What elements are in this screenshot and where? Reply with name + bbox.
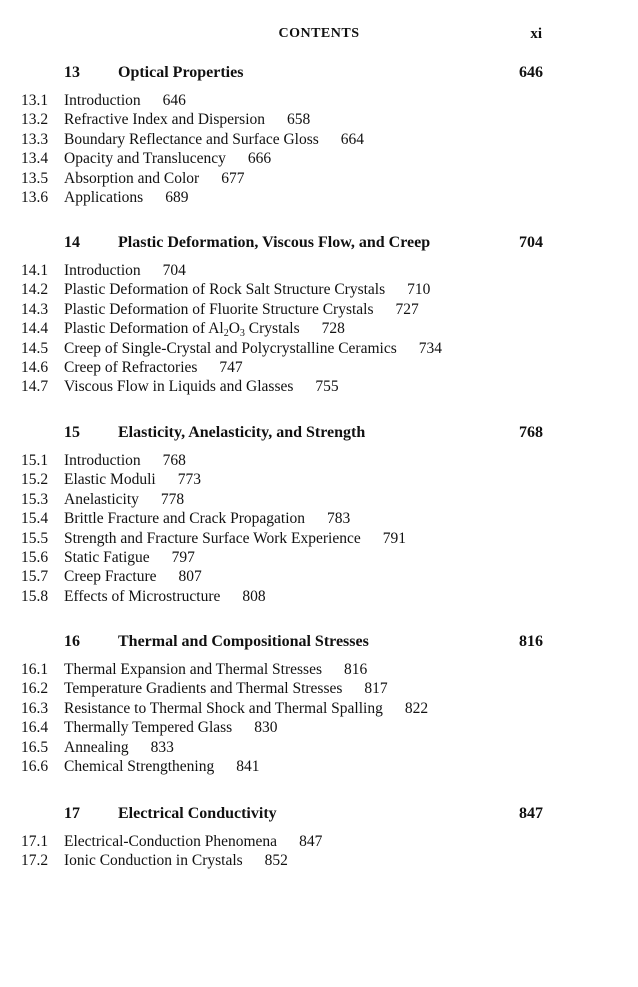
chapter-16 (0, 633, 638, 777)
section-page: 747 (219, 358, 243, 376)
toc-entry (0, 700, 638, 719)
section-title: Creep of Single-Crystal and Polycrystalline Ceramics (64, 339, 397, 357)
section-title: Plastic Deformation of Fluorite Structure Crystals (64, 300, 374, 318)
section-number: 14.1 (21, 262, 49, 279)
section-page: 727 (395, 300, 419, 318)
section-title: Applications (64, 188, 144, 206)
chapter-page: 704 (519, 234, 543, 251)
section-title: Static Fatigue (64, 548, 150, 566)
toc-entry (0, 340, 638, 359)
subscript: 3 (239, 328, 245, 340)
section-number: 14.7 (21, 378, 49, 396)
section-page: 833 (150, 738, 174, 756)
toc-entry (0, 131, 638, 150)
chapter-heading (0, 424, 638, 452)
section-page: 816 (343, 661, 368, 678)
section-page: 704 (162, 262, 186, 279)
toc-entry (0, 510, 638, 529)
page-title: CONTENTS (278, 26, 360, 41)
chapter-page: 816 (519, 633, 543, 650)
section-number: 13.6 (21, 188, 49, 206)
section-number: 15.3 (21, 490, 49, 508)
toc-entry (0, 150, 638, 169)
section-title: Annealing (64, 738, 129, 756)
chapter-page: 646 (519, 64, 543, 81)
section-title (64, 320, 300, 340)
section-number: 15.2 (21, 471, 49, 489)
section-number: 15.4 (21, 510, 49, 528)
toc-entry (0, 92, 638, 111)
section-title: Elastic Moduli (64, 471, 156, 489)
section-number: 14.4 (21, 320, 49, 338)
section-title: Resistance to Thermal Shock and Thermal Spalling (64, 699, 383, 717)
toc-entry (0, 170, 638, 189)
section-title: Thermally Tempered Glass (64, 719, 233, 737)
section-number: 16.3 (21, 699, 49, 717)
section-number: 17.1 (21, 833, 49, 850)
chapter-13 (0, 64, 638, 208)
chapter-number: 15 (64, 424, 80, 441)
section-page: 728 (321, 320, 345, 338)
chapter-number: 14 (64, 234, 80, 251)
section-number: 14.6 (21, 358, 49, 376)
section-title: Strength and Fracture Surface Work Experience (64, 529, 361, 547)
section-title: Ionic Conduction in Crystals (64, 852, 243, 870)
title-text: O (228, 320, 240, 338)
section-page: 755 (315, 378, 339, 396)
section-number: 14.3 (21, 300, 49, 318)
toc-entry (0, 262, 638, 281)
toc-entry (0, 719, 638, 738)
chapter-title: Electrical Conductivity (118, 805, 277, 822)
section-title: Electrical-Conduction Phenomena (64, 833, 278, 850)
section-page: 658 (287, 111, 311, 129)
section-number: 13.3 (21, 130, 49, 148)
section-number: 16.5 (21, 738, 49, 756)
section-title: Creep Fracture (64, 568, 157, 586)
section-page: 646 (162, 92, 186, 109)
section-page: 768 (162, 452, 186, 469)
section-title: Opacity and Translucency (64, 150, 226, 168)
section-number: 14.5 (21, 339, 49, 357)
section-page: 778 (160, 490, 185, 508)
section-page: 773 (177, 471, 201, 489)
toc-entry (0, 491, 638, 510)
section-number: 13.4 (21, 150, 49, 168)
page-folio: xi (530, 26, 542, 42)
toc-entry (0, 320, 638, 339)
section-page: 807 (178, 568, 202, 586)
toc-entry (0, 833, 638, 852)
toc-entry (0, 758, 638, 777)
section-number: 13.2 (21, 111, 49, 129)
section-page: 847 (299, 833, 323, 850)
chapter-15 (0, 424, 638, 607)
section-page: 689 (165, 188, 189, 206)
section-title: Brittle Fracture and Crack Propagation (64, 510, 306, 528)
chapter-title: Optical Properties (118, 64, 244, 81)
section-number: 15.7 (21, 568, 49, 586)
title-text: Crystals (244, 320, 300, 338)
chapter-title: Thermal and Compositional Stresses (118, 633, 369, 650)
section-page: 808 (242, 587, 266, 605)
section-title: Chemical Strengthening (64, 757, 215, 775)
chapter-title: Plastic Deformation, Viscous Flow, and Creep (118, 234, 431, 251)
section-number: 16.6 (21, 757, 49, 775)
chapter-title: Elasticity, Anelasticity, and Strength (118, 424, 366, 441)
chapter-heading (0, 234, 638, 262)
section-number: 17.2 (21, 852, 49, 870)
section-number: 14.2 (21, 281, 49, 299)
section-number: 16.4 (21, 719, 49, 737)
section-page: 791 (382, 529, 406, 547)
toc-entry (0, 189, 638, 208)
chapter-number: 13 (64, 64, 80, 81)
title-text: Plastic Deformation of Al (64, 320, 224, 338)
section-page: 822 (404, 699, 429, 717)
page-header (0, 26, 638, 46)
section-page: 734 (418, 339, 442, 357)
chapter-14 (0, 234, 638, 398)
section-page: 841 (236, 757, 260, 775)
toc-entry (0, 452, 638, 471)
chapter-number: 17 (64, 805, 80, 822)
section-title: Viscous Flow in Liquids and Glasses (64, 378, 294, 396)
toc-entry (0, 359, 638, 378)
section-number: 13.1 (21, 92, 49, 109)
toc-entry (0, 301, 638, 320)
chapter-17 (0, 805, 638, 872)
toc-entry (0, 549, 638, 568)
chapter-page: 768 (519, 424, 543, 441)
section-page: 830 (254, 719, 278, 737)
chapter-heading (0, 64, 638, 92)
toc-entry (0, 471, 638, 490)
section-page: 797 (171, 548, 195, 566)
chapter-heading (0, 633, 638, 661)
section-page: 783 (327, 510, 351, 528)
chapter-number: 16 (64, 633, 80, 650)
section-title: Anelasticity (64, 490, 139, 508)
section-number: 16.2 (21, 680, 49, 698)
toc-entry (0, 588, 638, 607)
toc-entry (0, 281, 638, 300)
subscript: 2 (223, 328, 229, 340)
chapter-page: 847 (519, 805, 543, 822)
section-number: 15.6 (21, 548, 49, 566)
section-number: 13.5 (21, 169, 49, 187)
toc-entry (0, 111, 638, 130)
section-number: 15.5 (21, 529, 49, 547)
toc-entry (0, 739, 638, 758)
section-title: Refractive Index and Dispersion (64, 111, 266, 129)
section-title: Boundary Reflectance and Surface Gloss (64, 130, 319, 148)
toc-entry (0, 378, 638, 397)
section-page: 852 (264, 852, 288, 870)
section-number: 15.8 (21, 587, 49, 605)
section-title: Creep of Refractories (64, 358, 198, 376)
section-number: 16.1 (21, 661, 49, 678)
section-page: 666 (247, 150, 272, 168)
section-title: Temperature Gradients and Thermal Stresses (64, 680, 343, 698)
section-title: Absorption and Color (64, 169, 200, 187)
toc-entry (0, 661, 638, 680)
chapter-heading (0, 805, 638, 833)
section-page: 710 (407, 281, 431, 299)
toc-entry (0, 852, 638, 871)
toc-entry (0, 680, 638, 699)
section-page: 817 (364, 680, 388, 698)
section-title: Thermal Expansion and Thermal Stresses (64, 661, 322, 678)
section-title: Plastic Deformation of Rock Salt Structure Crystals (64, 281, 386, 299)
section-title: Introduction (64, 262, 141, 279)
section-number: 15.1 (21, 452, 49, 469)
toc-entry (0, 568, 638, 587)
section-title: Effects of Microstructure (64, 587, 221, 605)
section-title: Introduction (64, 92, 141, 109)
section-title: Introduction (64, 452, 141, 469)
section-page: 664 (340, 130, 365, 148)
toc-entry (0, 530, 638, 549)
section-page: 677 (221, 169, 245, 187)
